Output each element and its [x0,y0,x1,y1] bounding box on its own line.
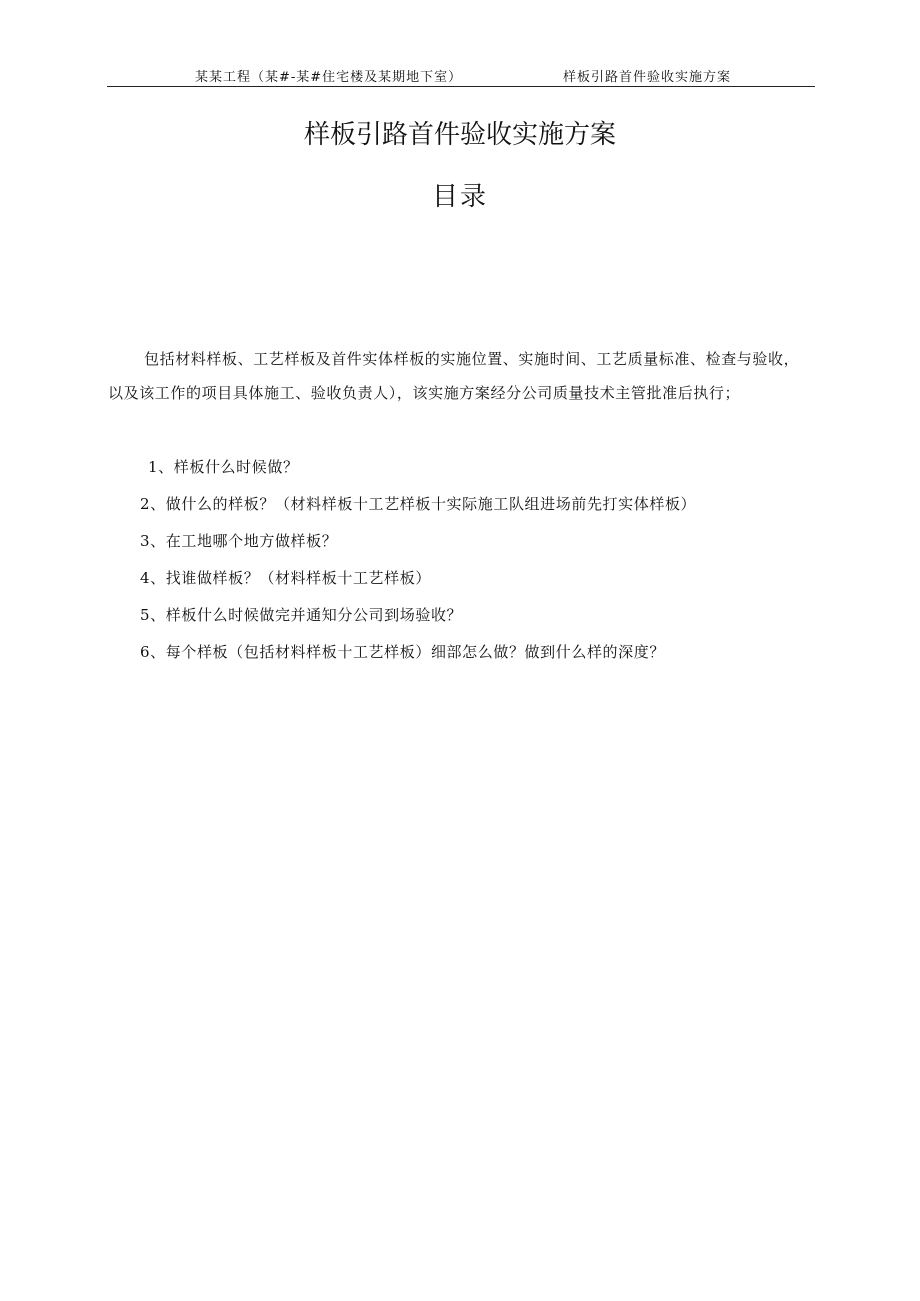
header-document-name: 样板引路首件验收实施方案 [563,70,732,85]
header-project-name: 某某工程（某#-某#住宅楼及某期地下室） [195,70,463,85]
list-item: 6、每个样板（包括材料样板十工艺样板）细部怎么做？做到什么样的深度？ [140,643,665,661]
list-item: 1、样板什么时候做？ [148,458,299,476]
document-title: 样板引路首件验收实施方案 [303,120,616,150]
list-item: 2、做什么的样板？（材料样板十工艺样板十实际施工队组进场前先打实体样板） [140,495,697,513]
list-item: 3、在工地哪个地方做样板？ [140,532,338,550]
toc-title: 目录 [431,182,488,212]
intro-paragraph: 包括材料样板、工艺样板及首件实体样板的实施位置、实施时间、工艺质量标准、检查与验收，以及该工作的项目具体施工、验收负责人），该实施方案经分公司质量技术主管批准后执行； [108,350,800,402]
page-header [107,66,815,87]
list-item: 5、样板什么时候做完并通知分公司到场验收？ [140,606,463,624]
list-item: 4、找谁做样板？（材料样板十工艺样板） [140,569,431,587]
